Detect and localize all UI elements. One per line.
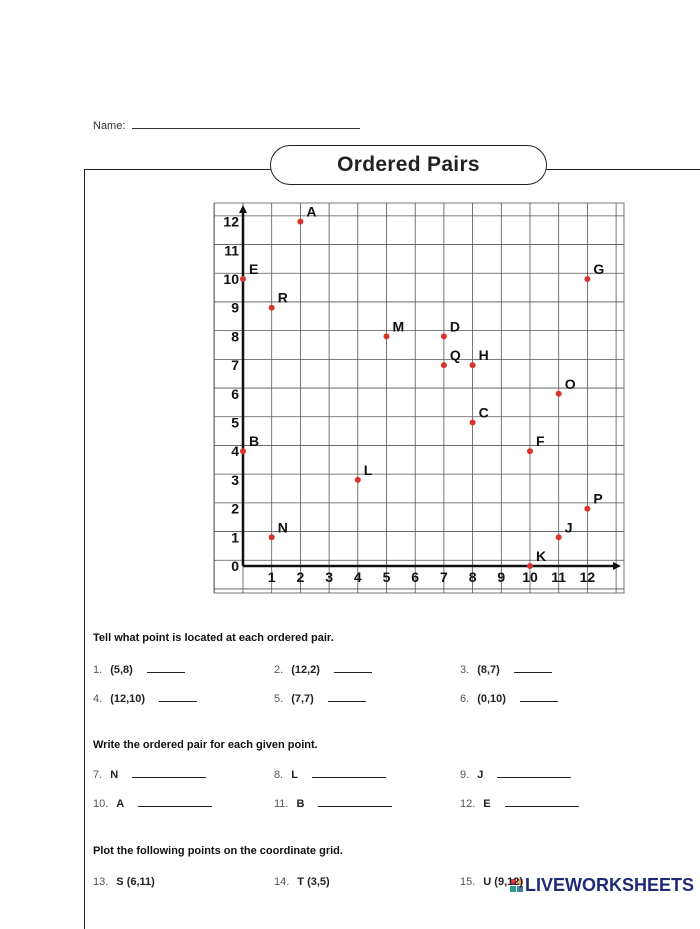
y-tick-label: 1 bbox=[231, 529, 239, 546]
x-tick-label: 12 bbox=[579, 569, 596, 585]
point-label-n: N bbox=[277, 519, 288, 536]
answer-blank[interactable] bbox=[497, 769, 571, 778]
point-label-r: R bbox=[277, 289, 288, 306]
y-tick-label: 4 bbox=[231, 443, 239, 460]
question-number: 15. bbox=[460, 876, 476, 888]
point-m[interactable] bbox=[384, 333, 390, 339]
point-h[interactable] bbox=[470, 362, 476, 368]
section2-question bbox=[460, 769, 571, 781]
x-tick-label: 6 bbox=[411, 569, 420, 585]
question-number: 4. bbox=[93, 693, 103, 705]
point-label-b: B bbox=[249, 433, 260, 450]
question-number: 12. bbox=[460, 798, 476, 810]
answer-blank[interactable] bbox=[138, 798, 212, 807]
point-a[interactable] bbox=[297, 219, 303, 225]
y-tick-label: 9 bbox=[231, 299, 239, 316]
section3-question bbox=[274, 876, 330, 888]
question-prompt: (7,7) bbox=[291, 693, 314, 705]
question-prompt: B bbox=[296, 798, 305, 810]
question-prompt: J bbox=[477, 769, 484, 781]
point-label-p: P bbox=[593, 490, 603, 507]
watermark-text: LIVEWORKSHEETS bbox=[524, 875, 694, 895]
section2-heading: Write the ordered pair for each given point. bbox=[93, 739, 318, 751]
name-row bbox=[93, 119, 360, 132]
x-tick-label: 1 bbox=[267, 569, 276, 585]
answer-blank[interactable] bbox=[328, 693, 366, 702]
section1-question bbox=[93, 664, 185, 676]
point-f[interactable] bbox=[527, 448, 533, 454]
question-number: 6. bbox=[460, 693, 470, 705]
question-prompt: S (6,11) bbox=[116, 876, 155, 888]
x-tick-label: 2 bbox=[296, 569, 305, 585]
question-number: 14. bbox=[274, 876, 290, 888]
question-prompt: (8,7) bbox=[477, 664, 500, 676]
section2-question bbox=[93, 798, 212, 810]
point-q[interactable] bbox=[441, 362, 447, 368]
point-n[interactable] bbox=[269, 534, 275, 540]
y-axis-arrow bbox=[239, 205, 247, 213]
y-tick-label: 10 bbox=[223, 271, 239, 287]
section2-question bbox=[274, 798, 392, 810]
question-number: 7. bbox=[93, 769, 103, 781]
point-label-d: D bbox=[449, 318, 461, 335]
point-l[interactable] bbox=[355, 477, 361, 483]
question-number: 5. bbox=[274, 693, 284, 705]
question-number: 1. bbox=[93, 664, 103, 676]
name-field[interactable] bbox=[132, 119, 360, 129]
grid-border bbox=[214, 203, 624, 593]
answer-blank[interactable] bbox=[334, 664, 372, 673]
question-number: 2. bbox=[274, 664, 284, 676]
title-text: Ordered Pairs bbox=[337, 153, 480, 176]
y-tick-label: 3 bbox=[231, 471, 239, 488]
point-label-j: J bbox=[564, 519, 573, 536]
y-tick-label: 12 bbox=[223, 213, 239, 230]
point-j[interactable] bbox=[556, 534, 562, 540]
x-tick-label: 5 bbox=[382, 569, 391, 585]
question-prompt: U (9,12) bbox=[483, 876, 524, 888]
x-tick-label: 11 bbox=[551, 569, 567, 585]
x-tick-label: 3 bbox=[325, 569, 333, 585]
section2-question bbox=[274, 769, 386, 781]
point-p[interactable] bbox=[584, 506, 590, 512]
point-k[interactable] bbox=[527, 563, 533, 569]
point-e[interactable] bbox=[240, 276, 246, 282]
point-label-o: O bbox=[564, 375, 576, 392]
y-tick-label: 6 bbox=[231, 385, 239, 402]
y-tick-label: 8 bbox=[231, 328, 239, 345]
question-prompt: N bbox=[110, 769, 119, 781]
point-label-q: Q bbox=[449, 347, 461, 364]
point-g[interactable] bbox=[584, 276, 590, 282]
y-tick-label: 2 bbox=[231, 500, 239, 517]
x-tick-label: 8 bbox=[468, 569, 477, 585]
name-label: Name: bbox=[93, 120, 126, 132]
coordinate-grid[interactable] bbox=[213, 202, 625, 594]
point-label-m: M bbox=[392, 318, 405, 335]
answer-blank[interactable] bbox=[514, 664, 552, 673]
point-label-a: A bbox=[306, 203, 317, 220]
section3-heading: Plot the following points on the coordinate grid. bbox=[93, 845, 343, 857]
section3-question bbox=[460, 876, 523, 888]
section1-question bbox=[274, 693, 366, 705]
point-label-f: F bbox=[536, 433, 545, 450]
x-tick-label: 7 bbox=[440, 569, 448, 585]
answer-blank[interactable] bbox=[520, 693, 558, 702]
answer-blank[interactable] bbox=[159, 693, 197, 702]
y-tick-label: 0 bbox=[231, 558, 239, 574]
question-number: 3. bbox=[460, 664, 470, 676]
question-prompt: T (3,5) bbox=[297, 876, 330, 888]
section1-question bbox=[460, 664, 552, 676]
y-tick-label: 7 bbox=[231, 357, 239, 374]
point-label-h: H bbox=[478, 347, 489, 364]
question-prompt: L bbox=[291, 769, 298, 781]
point-b[interactable] bbox=[240, 448, 246, 454]
point-c[interactable] bbox=[470, 420, 476, 426]
liveworksheets-watermark bbox=[508, 875, 694, 896]
question-number: 13. bbox=[93, 876, 109, 888]
answer-blank[interactable] bbox=[318, 798, 392, 807]
point-o[interactable] bbox=[556, 391, 562, 397]
question-prompt: (12,2) bbox=[291, 664, 320, 676]
question-number: 10. bbox=[93, 798, 109, 810]
section1-question bbox=[93, 693, 197, 705]
point-d[interactable] bbox=[441, 333, 447, 339]
point-label-l: L bbox=[363, 461, 373, 478]
y-tick-label: 5 bbox=[231, 414, 239, 431]
section1-question bbox=[274, 664, 372, 676]
x-tick-label: 10 bbox=[522, 569, 538, 585]
point-label-g: G bbox=[593, 261, 605, 277]
question-number: 8. bbox=[274, 769, 284, 781]
section1-heading: Tell what point is located at each ordered pair. bbox=[93, 632, 334, 644]
question-prompt: A bbox=[116, 798, 125, 810]
question-number: 11. bbox=[274, 798, 289, 810]
section1-question bbox=[460, 693, 558, 705]
section2-question bbox=[93, 769, 206, 781]
point-label-k: K bbox=[536, 548, 547, 564]
point-r[interactable] bbox=[269, 305, 275, 311]
question-prompt: (12,10) bbox=[110, 693, 146, 705]
point-label-c: C bbox=[478, 404, 489, 421]
worksheet-title bbox=[270, 145, 547, 185]
question-prompt: E bbox=[483, 798, 491, 810]
question-number: 9. bbox=[460, 769, 470, 781]
y-tick-label: 11 bbox=[224, 242, 239, 259]
x-tick-label: 4 bbox=[353, 569, 362, 585]
answer-blank[interactable] bbox=[147, 664, 185, 673]
section3-question bbox=[93, 876, 155, 888]
answer-blank[interactable] bbox=[132, 769, 206, 778]
section2-question bbox=[460, 798, 579, 810]
question-prompt: (5,8) bbox=[110, 664, 133, 676]
point-label-e: E bbox=[249, 261, 259, 277]
x-axis-arrow bbox=[613, 562, 621, 570]
answer-blank[interactable] bbox=[505, 798, 579, 807]
question-prompt: (0,10) bbox=[477, 693, 506, 705]
x-tick-label: 9 bbox=[497, 569, 506, 585]
answer-blank[interactable] bbox=[312, 769, 386, 778]
